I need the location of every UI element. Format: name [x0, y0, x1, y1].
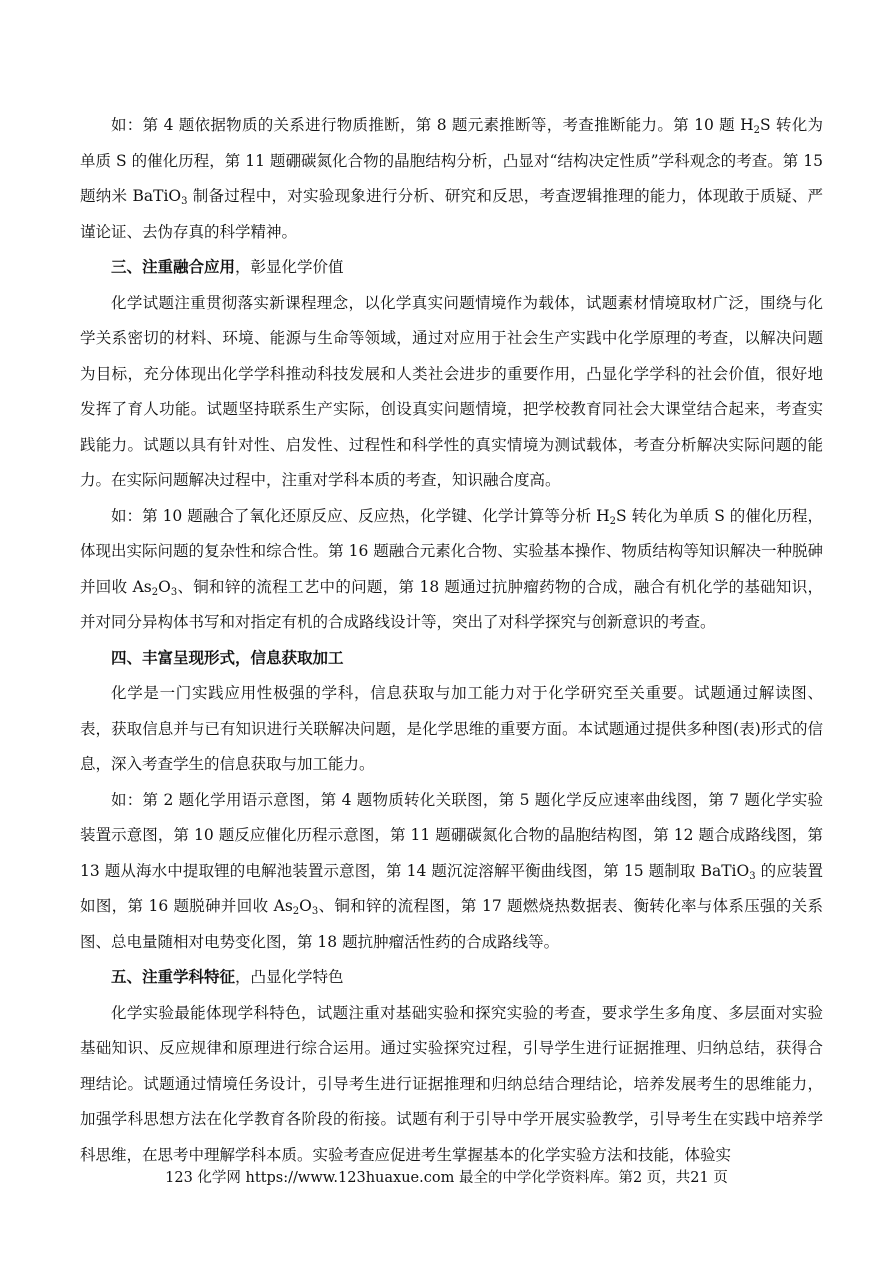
text-run: 如：第 4 题依据物质的关系进行物质推断，第 8 题元素推断等，考查推断能力。第 10 题 H: [111, 116, 754, 134]
text-run: 制备过程中，对实验现象进行分析、研究和反思，考查逻辑推理的能力，体现敢于质疑、严谨论证、去伪存真的科学精神。: [80, 187, 823, 241]
text-run: 如：第 2 题化学用语示意图，第 4 题物质转化关联图，第 5 题化学反应速率曲线图，第 7 题化学实验装置示意图，第 10 题反应催化历程示意图，第 11 题硼碳氮化合物的晶胞结构图，第 12 题合成路线图，第 13 题从海水中提取锂的电解池装置示意图，第 14 题沉淀溶解平衡曲线图，第 15 题制取 BaTiO: [80, 790, 823, 880]
subscript: 3: [181, 196, 188, 207]
subscript: 2: [753, 125, 761, 136]
section-heading-4: 四、丰富呈现形式，信息获取加工: [111, 648, 344, 667]
text-run: 如：第 10 题融合了氧化还原反应、反应热，化学键、化学计算等分析 H: [111, 506, 610, 525]
heading-bold: 三、注重融合应用: [111, 258, 236, 276]
subscript: 3: [311, 906, 319, 917]
text-run: O: [299, 897, 312, 915]
text-run: S 转化为单质 S 的催化历程，第 11 题硼碳氮化合物的晶胞结构分析，凸显对“结构决定性质”学科观念的考查。第 15 题纳米 BaTiO: [80, 116, 823, 205]
paragraph-examples-figures: [80, 783, 823, 961]
subscript: 3: [170, 586, 178, 598]
subscript: 3: [749, 870, 756, 882]
subscript: 2: [292, 906, 300, 917]
text-run: 的应装置如图，第 16 题脱砷并回收 As: [80, 861, 823, 915]
heading-rest: ，凸显化学特色: [235, 968, 344, 986]
text-run: 、铜和锌的流程工艺中的问题，第 18 题通过抗肿瘤药物的合成，融合有机化学的基础知识，并对同分异构体书写和对指定有机的合成路线设计等，突出了对科学探究与创新意识的考查。: [80, 577, 823, 631]
paragraph-experiments: 化学实验最能体现学科特色，试题注重对基础实验和探究实验的考查，要求学生多角度、多层面对实验基础知识、反应规律和原理进行综合运用。通过实验探究过程，引导学生进行证据推理、归纳总结，获得合理结论。试题通过情境任务设计，引导考生进行证据推理和归纳总结合理结论，培养发展考生的思维能力，加强学科思想方法在化学教育各阶段的衔接。试题有利于引导中学开展实验教学，引导考生在实践中培养学科思维，在思考中理解学科本质。实验考查应促进考生掌握基本的化学实验方法和技能，体验实: [80, 1003, 823, 1164]
text-run: O: [158, 577, 171, 596]
heading-bold: 五、注重学科特征: [111, 968, 236, 986]
document-body: [80, 108, 823, 1173]
subscript: 2: [609, 515, 617, 527]
paragraph-integration: 化学试题注重贯彻落实新课程理念，以化学真实问题情境作为载体，试题素材情境取材广泛，围绕与化学关系密切的材料、环境、能源与生命等领域，通过对应用于社会生产实践中化学原理的考查，以解决问题为目标，充分体现出化学学科推动科技发展和人类社会进步的重要作用，凸显化学学科的社会价值，很好地发挥了育人功能。试题坚持联系生产实际，创设真实问题情境，把学校教育同社会大课堂结合起来，考查实践能力。试题以具有针对性、启发性、过程性和科学性的真实情境为测试载体，考查分析解决实际问题的能力。在实际问题解决过程中，注重对学科本质的考查，知识融合度高。: [80, 293, 823, 489]
paragraph-examples-reasoning: [80, 108, 823, 250]
subscript: 2: [151, 586, 159, 598]
page-footer: 123 化学网 https://www.123huaxue.com 最全的中学化学资料库。第2 页，共21 页: [165, 1170, 728, 1186]
section-heading-5: [80, 960, 823, 996]
paragraph-information: 化学是一门实践应用性极强的学科，信息获取与加工能力对于化学研究至关重要。试题通过解读图、表，获取信息并与已有知识进行关联解决问题，是化学思维的重要方面。本试题通过提供多种图(表)形式的信息，深入考查学生的信息获取与加工能力。: [80, 684, 823, 773]
text-run: 、铜和锌的流程图，第 17 题燃烧热数据表、衡转化率与体系压强的关系图、总电量随相对电势变化图，第 18 题抗肿瘤活性药的合成路线等。: [80, 897, 823, 951]
section-heading-3: [80, 250, 823, 286]
paragraph-examples-integration: [80, 499, 823, 641]
heading-rest: ，彰显化学价值: [235, 258, 344, 276]
text-run: S 转化为单质 S 的催化历程，体现出实际问题的复杂性和综合性。第 16 题融合元素化合物、实验基本操作、物质结构等知识解决一种脱砷并回收 As: [80, 506, 823, 596]
